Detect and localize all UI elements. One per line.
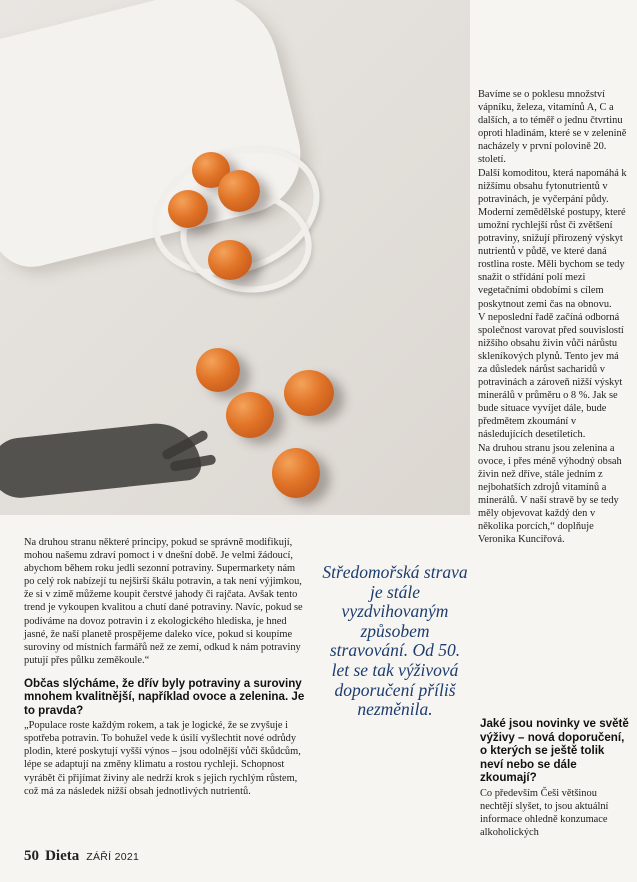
paragraph: Na druhou stranu jsou zelenina a ovoce, i přes méně výhodný obsah živin než dříve, stále jedním z nejbohatších zdrojů vitamínů a minerálů. V naší stravě by se tedy měly objevovat každý den v několika porcích,“ doplňuje Veronika Kunciřová. bbox=[478, 442, 622, 546]
right-column-continuation bbox=[480, 787, 630, 839]
pull-quote: Středomořská strava je stále vyzdvihovaným způsobem stravování. Od 50. let se tak výživová doporučení příliš nezměnila. bbox=[322, 562, 468, 720]
paragraph: Další komoditou, která napomáhá k nižšímu obsahu fytonutrientů v potravinách, je vyčerpání půdy. Moderní zemědělské postupy, které umožní rychlejší růst či zvětšení potraviny, snižují přirozený výskyt nutrientů v půdě, ve které daná rostlina roste. Měli bychom se tedy snažit o střídání polí mezi vegetačními obdobími s cílem poskytnout zemi čas na obnovu. bbox=[478, 167, 627, 310]
apricot bbox=[284, 370, 334, 416]
left-column-text bbox=[24, 536, 308, 798]
apricot bbox=[218, 170, 260, 212]
paragraph: V neposlední řadě začíná odborná společnost varovat před souvislostí nižšího obsahu živin vůči nárůstu skleníkových plynů. Tento jev má za důsledek nárůst sacharidů v potravinách a zároveň nižší výskyt minerálů v průměru o 8 %. Jak se bude situace vyvíjet dále, bude předmětem zkoumání v následujících desetiletích. bbox=[478, 311, 624, 441]
interview-question: Občas slýcháme, že dřív byly potraviny a suroviny mnohem kvalitnější, například ovoce a zelenina. Je to pravda? bbox=[24, 676, 305, 717]
hand-shadow bbox=[0, 419, 203, 501]
paragraph: Bavíme se o poklesu množství vápníku, železa, vitamínů A, C a dalších, a to téměř o jednu čtvrtinu oproti hladinám, které se v zelenině nacházely v první polovině 20. století. bbox=[478, 89, 627, 166]
paragraph: „Populace roste každým rokem, a tak je logické, že se zvyšuje i spotřeba potravin. To bohužel vede k úsilí vyšlechtit nové odrůdy plodin, které poskytují vyšší výnos – jsou odolnější vůči škůdcům, lépe se adaptují na změny klimatu a rostou rychleji. Schopnost vyrábět či přijímat živiny ale nedrží krok s jejich rychlým růstem, což má za následek nižší obsah jednotlivých nutrientů. bbox=[24, 720, 301, 797]
apricot bbox=[208, 240, 252, 280]
apricot bbox=[272, 448, 320, 498]
apricots-photo bbox=[0, 0, 470, 515]
apricot bbox=[226, 392, 274, 438]
apricot bbox=[196, 348, 240, 392]
page-number: 50 bbox=[24, 848, 39, 864]
page-footer bbox=[24, 848, 139, 865]
apricot bbox=[168, 190, 208, 228]
paragraph: Na druhou stranu některé principy, pokud se správně modifikují, mohou našemu zdraví pomoct i v dnešní době. Je velmi žádoucí, abychom během roku jedli sezonní potraviny. Supermarkety nám po celý rok nabízejí tu nejširší škálu potravin, a tak není výjimkou, že si v zimě můžeme koupit čerstvé jahody či rajčata. Avšak tento trend je vykoupen kvalitou a chutí dané potraviny. Navíc, pokud se podíváme na dovoz potravin i z ekologického hlediska, je hned jasné, že naší planetě prospějeme daleko více, pokud si koupíme suroviny od místních farmářů než ze zemí, odkud k nám potraviny putují přes půlku zeměkoule.“ bbox=[24, 537, 303, 666]
magazine-name: Dieta bbox=[45, 848, 80, 864]
interview-question: Jaké jsou novinky ve světě výživy – nová doporučení, o kterých se ještě tolik neví nebo se dále zkoumají? bbox=[480, 717, 629, 785]
right-column-text bbox=[478, 88, 628, 546]
issue-date: ZÁŘÍ 2021 bbox=[86, 851, 140, 863]
paragraph: Co především Češi většinou nechtějí slyšet, to jsou aktuální informace ohledně konzumace alkoholických bbox=[480, 788, 609, 839]
